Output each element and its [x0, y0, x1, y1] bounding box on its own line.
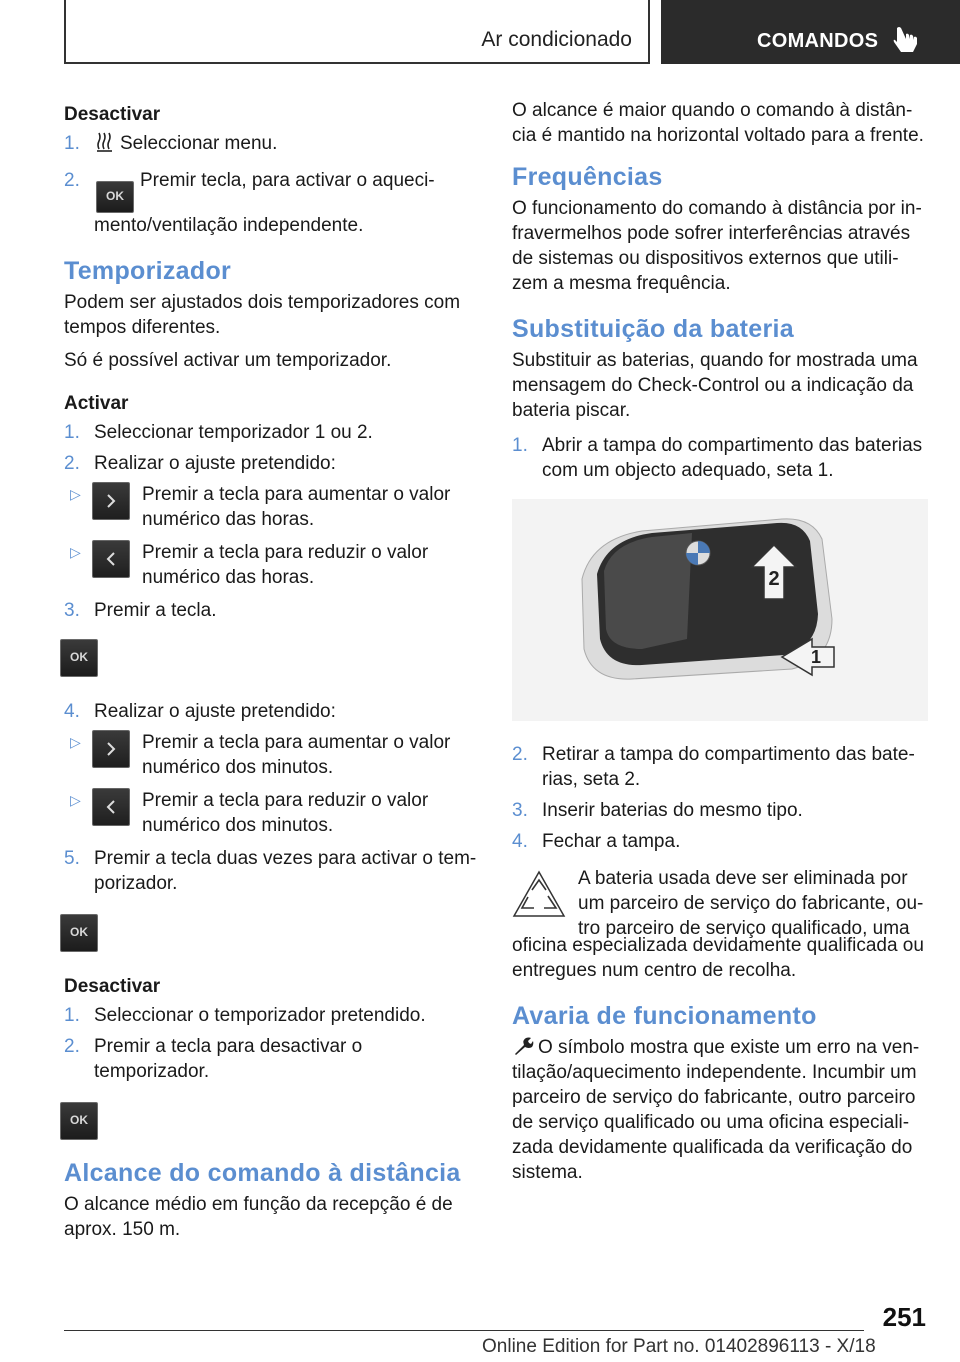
section-title: Frequências: [512, 163, 663, 191]
list-subitem: [62, 540, 480, 590]
ok-button-icon: OK: [96, 181, 134, 213]
section-title: Substituição da bateria: [512, 315, 794, 343]
paragraph: [512, 1035, 928, 1185]
key-battery-illustration: [512, 499, 928, 721]
list-item: [512, 798, 928, 823]
list-subitem: [62, 788, 480, 838]
step-text: Seleccionar temporizador 1 ou 2.: [94, 421, 373, 443]
step-number: 2.: [64, 452, 80, 474]
step-text: Realizar o ajuste pretendido:: [94, 452, 336, 474]
ok-icon-row: [60, 1102, 480, 1140]
subitem-text: Premir a tecla para aumentar o valor numérico das horas.: [142, 483, 451, 530]
arrow-left-button-icon: [92, 540, 130, 578]
step-text: Realizar o ajuste pretendido:: [94, 700, 336, 722]
step-text: Inserir baterias do mesmo tipo.: [542, 800, 803, 821]
list-item: [512, 829, 928, 854]
recycle-note: [512, 866, 928, 941]
arrow-right-button-icon: [92, 730, 130, 768]
pointing-hand-icon: [893, 26, 921, 56]
triangle-bullet-icon: ▷: [70, 485, 81, 502]
section-title: Temporizador: [64, 256, 232, 285]
section-title: Alcance do comando à distância: [64, 1158, 461, 1187]
wrench-icon: [512, 1036, 534, 1056]
ok-icon-row: [60, 639, 480, 677]
key-callout-2: 2: [768, 568, 780, 590]
list-subitem: [62, 730, 480, 780]
page-number: 251: [882, 1302, 926, 1332]
subitem-text: Premir a tecla para reduzir o valor numérico dos minutos.: [142, 789, 429, 836]
step-number: 4.: [64, 700, 80, 722]
step-text: Premir a tecla.: [94, 599, 217, 621]
step-text: Premir a tecla duas vezes para activar o tem-porizador.: [94, 847, 477, 894]
list-item: [64, 598, 480, 623]
footer-edition: Online Edition for Part no. 01402896113 - X/18: [482, 1336, 876, 1357]
list-item: [64, 420, 480, 445]
header-chapter-tab: [661, 0, 960, 64]
step-number: 5.: [64, 847, 80, 869]
ok-icon-row: [60, 914, 480, 952]
step-number: 1.: [64, 421, 80, 443]
desactivar-heading: Desactivar: [64, 104, 161, 125]
triangle-bullet-icon: ▷: [70, 791, 81, 808]
step-text: Premir a tecla para desactivar o temporizador.: [94, 1035, 363, 1082]
desactivar-heading: Desactivar: [64, 975, 161, 997]
list-item: [64, 1034, 480, 1084]
list-item: [512, 742, 928, 792]
left-column: [64, 98, 480, 1248]
step-number: 2.: [64, 1035, 80, 1057]
step-number: 1.: [512, 435, 528, 456]
step-text: Fechar a tampa.: [542, 831, 681, 852]
ok-button-icon: OK: [60, 914, 98, 952]
step-number: 3.: [512, 800, 528, 821]
paragraph: Podem ser ajustados dois temporizadores com tempos diferentes.: [64, 291, 461, 338]
triangle-bullet-icon: ▷: [70, 543, 81, 560]
ok-button-icon: OK: [60, 639, 98, 677]
list-item: [64, 168, 480, 238]
key-callout-1: 1: [810, 647, 822, 667]
avaria-text: O símbolo mostra que existe um erro na ven-tilação/aquecimento independente. Incumbir um parceiro de serviço do fabricante, outro parceiro de serviço qualificado ou uma oficina especiali-zada devidamente qualificada da verificação do sistema.: [512, 1037, 920, 1183]
ok-button-icon: OK: [60, 1102, 98, 1140]
header-chapter-label: COMANDOS: [757, 30, 879, 52]
step-text: Seleccionar menu.: [120, 133, 278, 154]
heater-icon: [96, 131, 114, 153]
step-number: 1.: [64, 133, 80, 154]
list-item: [64, 1003, 480, 1028]
step-number: 2.: [512, 744, 528, 765]
paragraph: O alcance médio em função da recepção é de aprox. 150 m.: [64, 1193, 453, 1240]
activar-heading: Activar: [64, 392, 129, 414]
step-text: Seleccionar o temporizador pretendido.: [94, 1004, 426, 1026]
arrow-right-button-icon: [92, 482, 130, 520]
paragraph: O funcionamento do comando à distância por in-fravermelhos pode sofrer interferências através de sistemas ou dispositivos externos que utili-zem a mesma frequência.: [512, 198, 922, 294]
arrow-left-button-icon: [92, 788, 130, 826]
paragraph: Substituir as baterias, quando for mostrada uma mensagem do Check-Control ou a indicação da bateria piscar.: [512, 350, 918, 421]
step-number: 1.: [64, 1004, 80, 1026]
paragraph: O alcance é maior quando o comando à distân-cia é mantido na horizontal voltado para a frente.: [512, 100, 924, 146]
triangle-bullet-icon: ▷: [70, 733, 81, 750]
step-text: Premir tecla, para activar o aqueci-mento/ventilação independente.: [94, 170, 435, 236]
list-item: [64, 451, 480, 476]
section-title: Avaria de funcionamento: [512, 1002, 817, 1030]
list-item: [64, 131, 480, 156]
subitem-text: Premir a tecla para aumentar o valor numérico dos minutos.: [142, 731, 451, 778]
paragraph: oficina especializada devidamente qualificada ou entregues num centro de recolha.: [512, 935, 924, 981]
step-number: 2.: [64, 170, 80, 191]
list-subitem: [62, 482, 480, 532]
step-number: 3.: [64, 599, 80, 621]
step-text: Retirar a tampa do compartimento das bate-rias, seta 2.: [542, 744, 915, 790]
header-section-title: Ar condicionado: [481, 28, 632, 51]
right-column: [512, 98, 928, 1191]
list-item: [64, 846, 480, 896]
step-text: Abrir a tampa do compartimento das baterias com um objecto adequado, seta 1.: [542, 435, 923, 481]
recycle-icon: [512, 870, 566, 924]
list-item: [512, 433, 928, 483]
paragraph: Só é possível activar um temporizador.: [64, 349, 392, 371]
list-item: [64, 699, 480, 724]
header-left-box: [64, 0, 650, 64]
step-number: 4.: [512, 831, 528, 852]
paragraph: A bateria usada deve ser eliminada por um parceiro de serviço do fabricante, ou-tro parceiro de serviço qualificado, uma: [578, 868, 924, 939]
subitem-text: Premir a tecla para reduzir o valor numérico das horas.: [142, 541, 429, 588]
footer-divider: [64, 1330, 864, 1331]
